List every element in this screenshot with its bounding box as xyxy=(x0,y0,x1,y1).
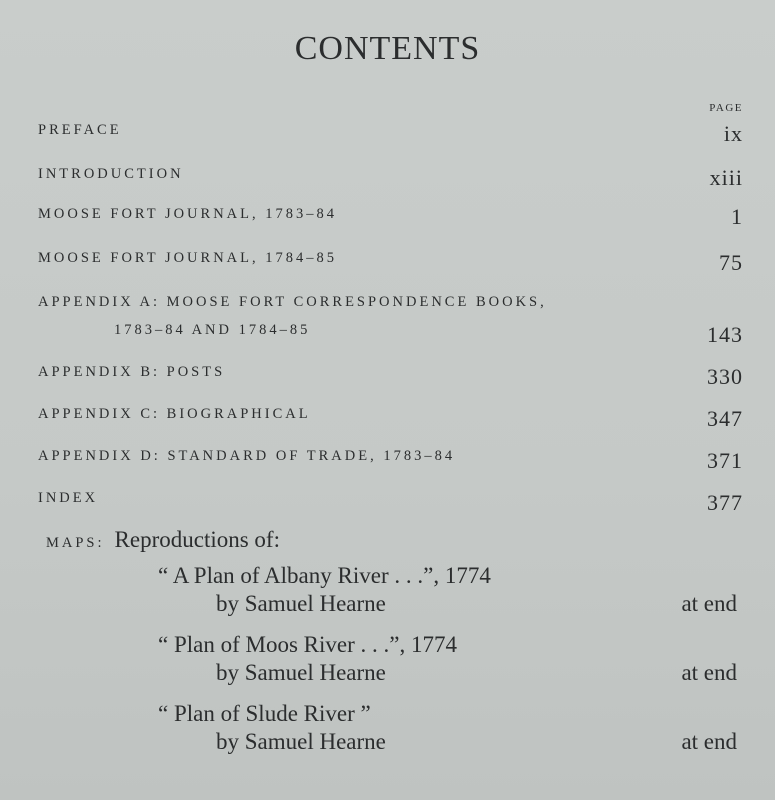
map-title: “ A Plan of Albany River . . .”, 1774 xyxy=(158,563,491,588)
toc-entry-label: MOOSE FORT JOURNAL, 1784–85 xyxy=(38,250,337,266)
map-author: by Samuel Hearne xyxy=(216,729,386,754)
toc-entry-page: 371 xyxy=(707,448,743,473)
toc-entry-label: APPENDIX B: POSTS xyxy=(38,364,226,380)
map-author: by Samuel Hearne xyxy=(216,591,386,616)
toc-entry-page: ix xyxy=(723,121,743,146)
toc-entry-label: INTRODUCTION xyxy=(38,166,184,182)
map-title: “ Plan of Moos River . . .”, 1774 xyxy=(158,632,457,657)
toc-entry-page: 75 xyxy=(719,250,743,275)
map-location: at end xyxy=(681,660,737,685)
toc-entry-page: 347 xyxy=(707,406,743,431)
map-location: at end xyxy=(681,729,737,754)
toc-entry-label: MOOSE FORT JOURNAL, 1783–84 xyxy=(38,206,337,222)
page-column-label: PAGE xyxy=(709,102,743,114)
toc-entry-label: PREFACE xyxy=(38,122,122,138)
toc-entry-label: APPENDIX A: MOOSE FORT CORRESPONDENCE BOOKS, xyxy=(38,294,547,310)
toc-entry-label-continued: 1783–84 AND 1784–85 xyxy=(114,322,311,338)
toc-entry-page: 1 xyxy=(731,204,743,229)
map-author: by Samuel Hearne xyxy=(216,660,386,685)
map-location: at end xyxy=(681,591,737,616)
map-title: “ Plan of Slude River ” xyxy=(158,701,371,726)
maps-label: MAPS: xyxy=(46,535,105,551)
toc-entry-page: 330 xyxy=(707,364,743,389)
maps-intro: Reproductions of: xyxy=(114,527,280,552)
maps-heading xyxy=(46,527,280,553)
toc-entry-page: xiii xyxy=(709,165,743,190)
toc-entry-page: 143 xyxy=(707,322,743,347)
toc-entry-label: APPENDIX D: STANDARD OF TRADE, 1783–84 xyxy=(38,448,456,464)
toc-entry-label: INDEX xyxy=(38,490,99,506)
toc-entry-page: 377 xyxy=(707,490,743,515)
page-title: CONTENTS xyxy=(294,30,481,67)
toc-entry-label: APPENDIX C: BIOGRAPHICAL xyxy=(38,406,311,422)
